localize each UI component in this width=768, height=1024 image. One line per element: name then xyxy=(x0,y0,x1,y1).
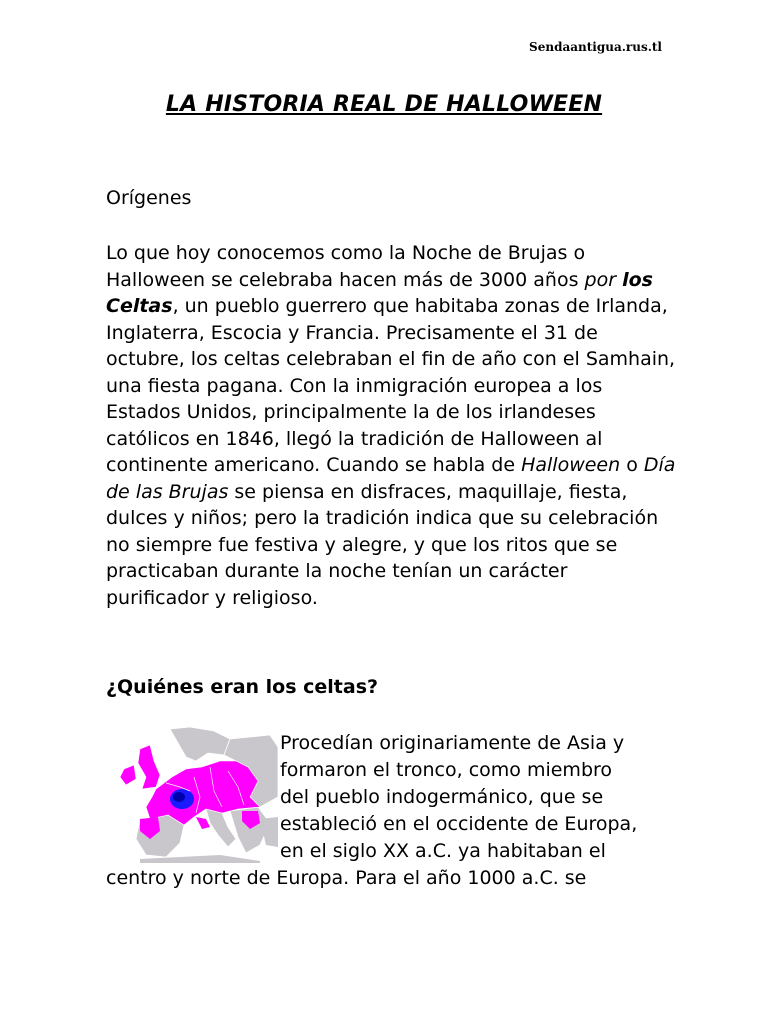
text-line: en el siglo XX a.C. ya habitaban el xyxy=(280,840,606,862)
text-line: del pueblo indogermánico, que se xyxy=(280,786,604,808)
text-italic-por: por xyxy=(584,268,617,291)
text-italic-halloween: Halloween xyxy=(521,454,621,476)
paragraph-origins xyxy=(106,240,676,611)
site-name: Sendaantigua.rus.tl xyxy=(529,40,662,54)
text-line: formaron el tronco, como miembro xyxy=(280,759,613,781)
text-segment: , un pueblo guerrero que habitaba zonas de Irlanda, Inglaterra, Escocia y Francia. Precisamente el 31 de octubre, los celtas celebraban el fin de año con el Samhain, una fiesta pagana. Con la inmigración europea a los Estados Unidos, principalmente la de los irlandeses católicos en 1846, llegó la tradición de Halloween al continente americano. Cuando se habla de xyxy=(106,295,676,476)
celtic-europe-map xyxy=(110,727,278,863)
text-line: estableció en el occidente de Europa, xyxy=(280,813,638,835)
section-heading-origenes: Orígenes xyxy=(106,187,192,209)
document-title: LA HISTORIA REAL DE HALLOWEEN xyxy=(165,92,603,117)
text-segment: Lo que hoy conocemos como la Noche de Brujas o Halloween se celebraba hacen más de 3000 años xyxy=(106,242,586,291)
text-segment: se piensa en disfraces, maquillaje, fiesta, dulces y niños; pero la tradición indica que su celebración no siempre fue festiva y alegre, y que los ritos que se practicaban durante la noche tenían un carácter purificador y religioso. xyxy=(106,480,659,609)
text-italic-dia-brujas: Día de las Brujas xyxy=(106,454,676,503)
text-bold-celtas: los Celtas xyxy=(106,268,653,317)
text-line: centro y norte de Europa. Para el año 1000 a.C. se xyxy=(106,867,587,889)
text-segment: o xyxy=(620,454,644,476)
section-heading-celtas: ¿Quiénes eran los celtas? xyxy=(106,676,379,698)
text-line: Procedían originariamente de Asia y xyxy=(280,732,625,754)
